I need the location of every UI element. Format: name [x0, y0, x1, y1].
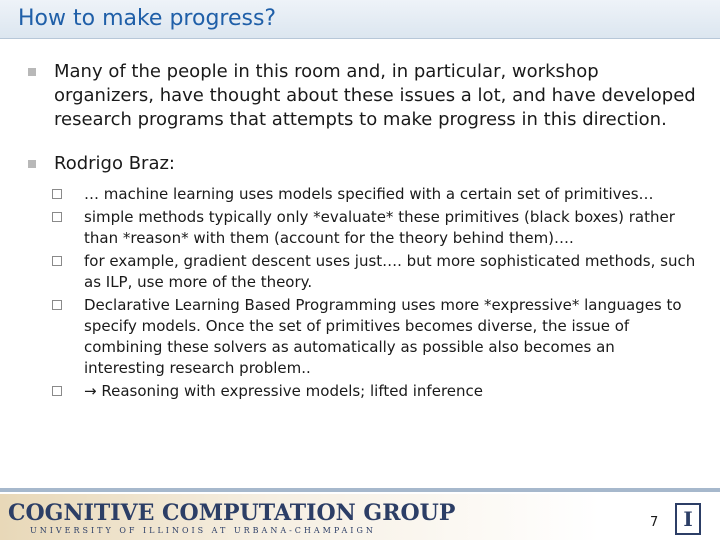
filled-square-bullet-icon [28, 68, 36, 76]
sub-bullet-item [50, 251, 698, 293]
bullet-list [28, 60, 698, 422]
hollow-square-bullet-icon [52, 212, 62, 222]
bullet-item [28, 60, 698, 132]
title-bar [0, 0, 720, 39]
filled-square-bullet-icon [28, 160, 36, 168]
bullet-text: Rodrigo Braz: [54, 153, 175, 174]
sub-bullet-item [50, 295, 698, 379]
sub-bullet-text: for example, gradient descent uses just…. but more sophisticated methods, such as ILP, use more of the theory. [84, 252, 696, 291]
sub-bullet-text: → Reasoning with expressive models; lifted inference [84, 382, 483, 400]
sub-bullet-text: simple methods typically only *evaluate* these primitives (black boxes) rather than *reason* with them (account for the theory behind them)…. [84, 208, 675, 247]
sub-bullet-item [50, 184, 698, 205]
sub-bullet-text: … machine learning uses models specified with a certain set of primitives… [84, 185, 654, 203]
sub-bullet-list [50, 184, 698, 402]
hollow-square-bullet-icon [52, 256, 62, 266]
page-number: 7 [650, 515, 659, 530]
university-subtext: UNIVERSITY OF ILLINOIS AT URBANA-CHAMPAIGN [30, 526, 376, 535]
sub-bullet-text: Declarative Learning Based Programming uses more *expressive* languages to specify models. Once the set of primitives becomes diverse, the issue of combining these solvers as automatically as possible also becomes an interesting research problem.. [84, 296, 682, 377]
hollow-square-bullet-icon [52, 189, 62, 199]
bullet-text: Many of the people in this room and, in particular, workshop organizers, have thought about these issues a lot, and have developed research programs that attempts to make progress in this direction. [54, 61, 696, 130]
sub-bullet-item [50, 207, 698, 249]
hollow-square-bullet-icon [52, 300, 62, 310]
hollow-square-bullet-icon [52, 386, 62, 396]
logo-letter: I [683, 507, 693, 531]
group-logo-text: COGNITIVE COMPUTATION GROUP [8, 500, 456, 526]
block-i-logo-icon [675, 503, 701, 535]
bullet-item [28, 152, 698, 402]
sub-bullet-item [50, 381, 698, 402]
footer-divider [0, 488, 720, 492]
slide-title: How to make progress? [18, 6, 277, 31]
